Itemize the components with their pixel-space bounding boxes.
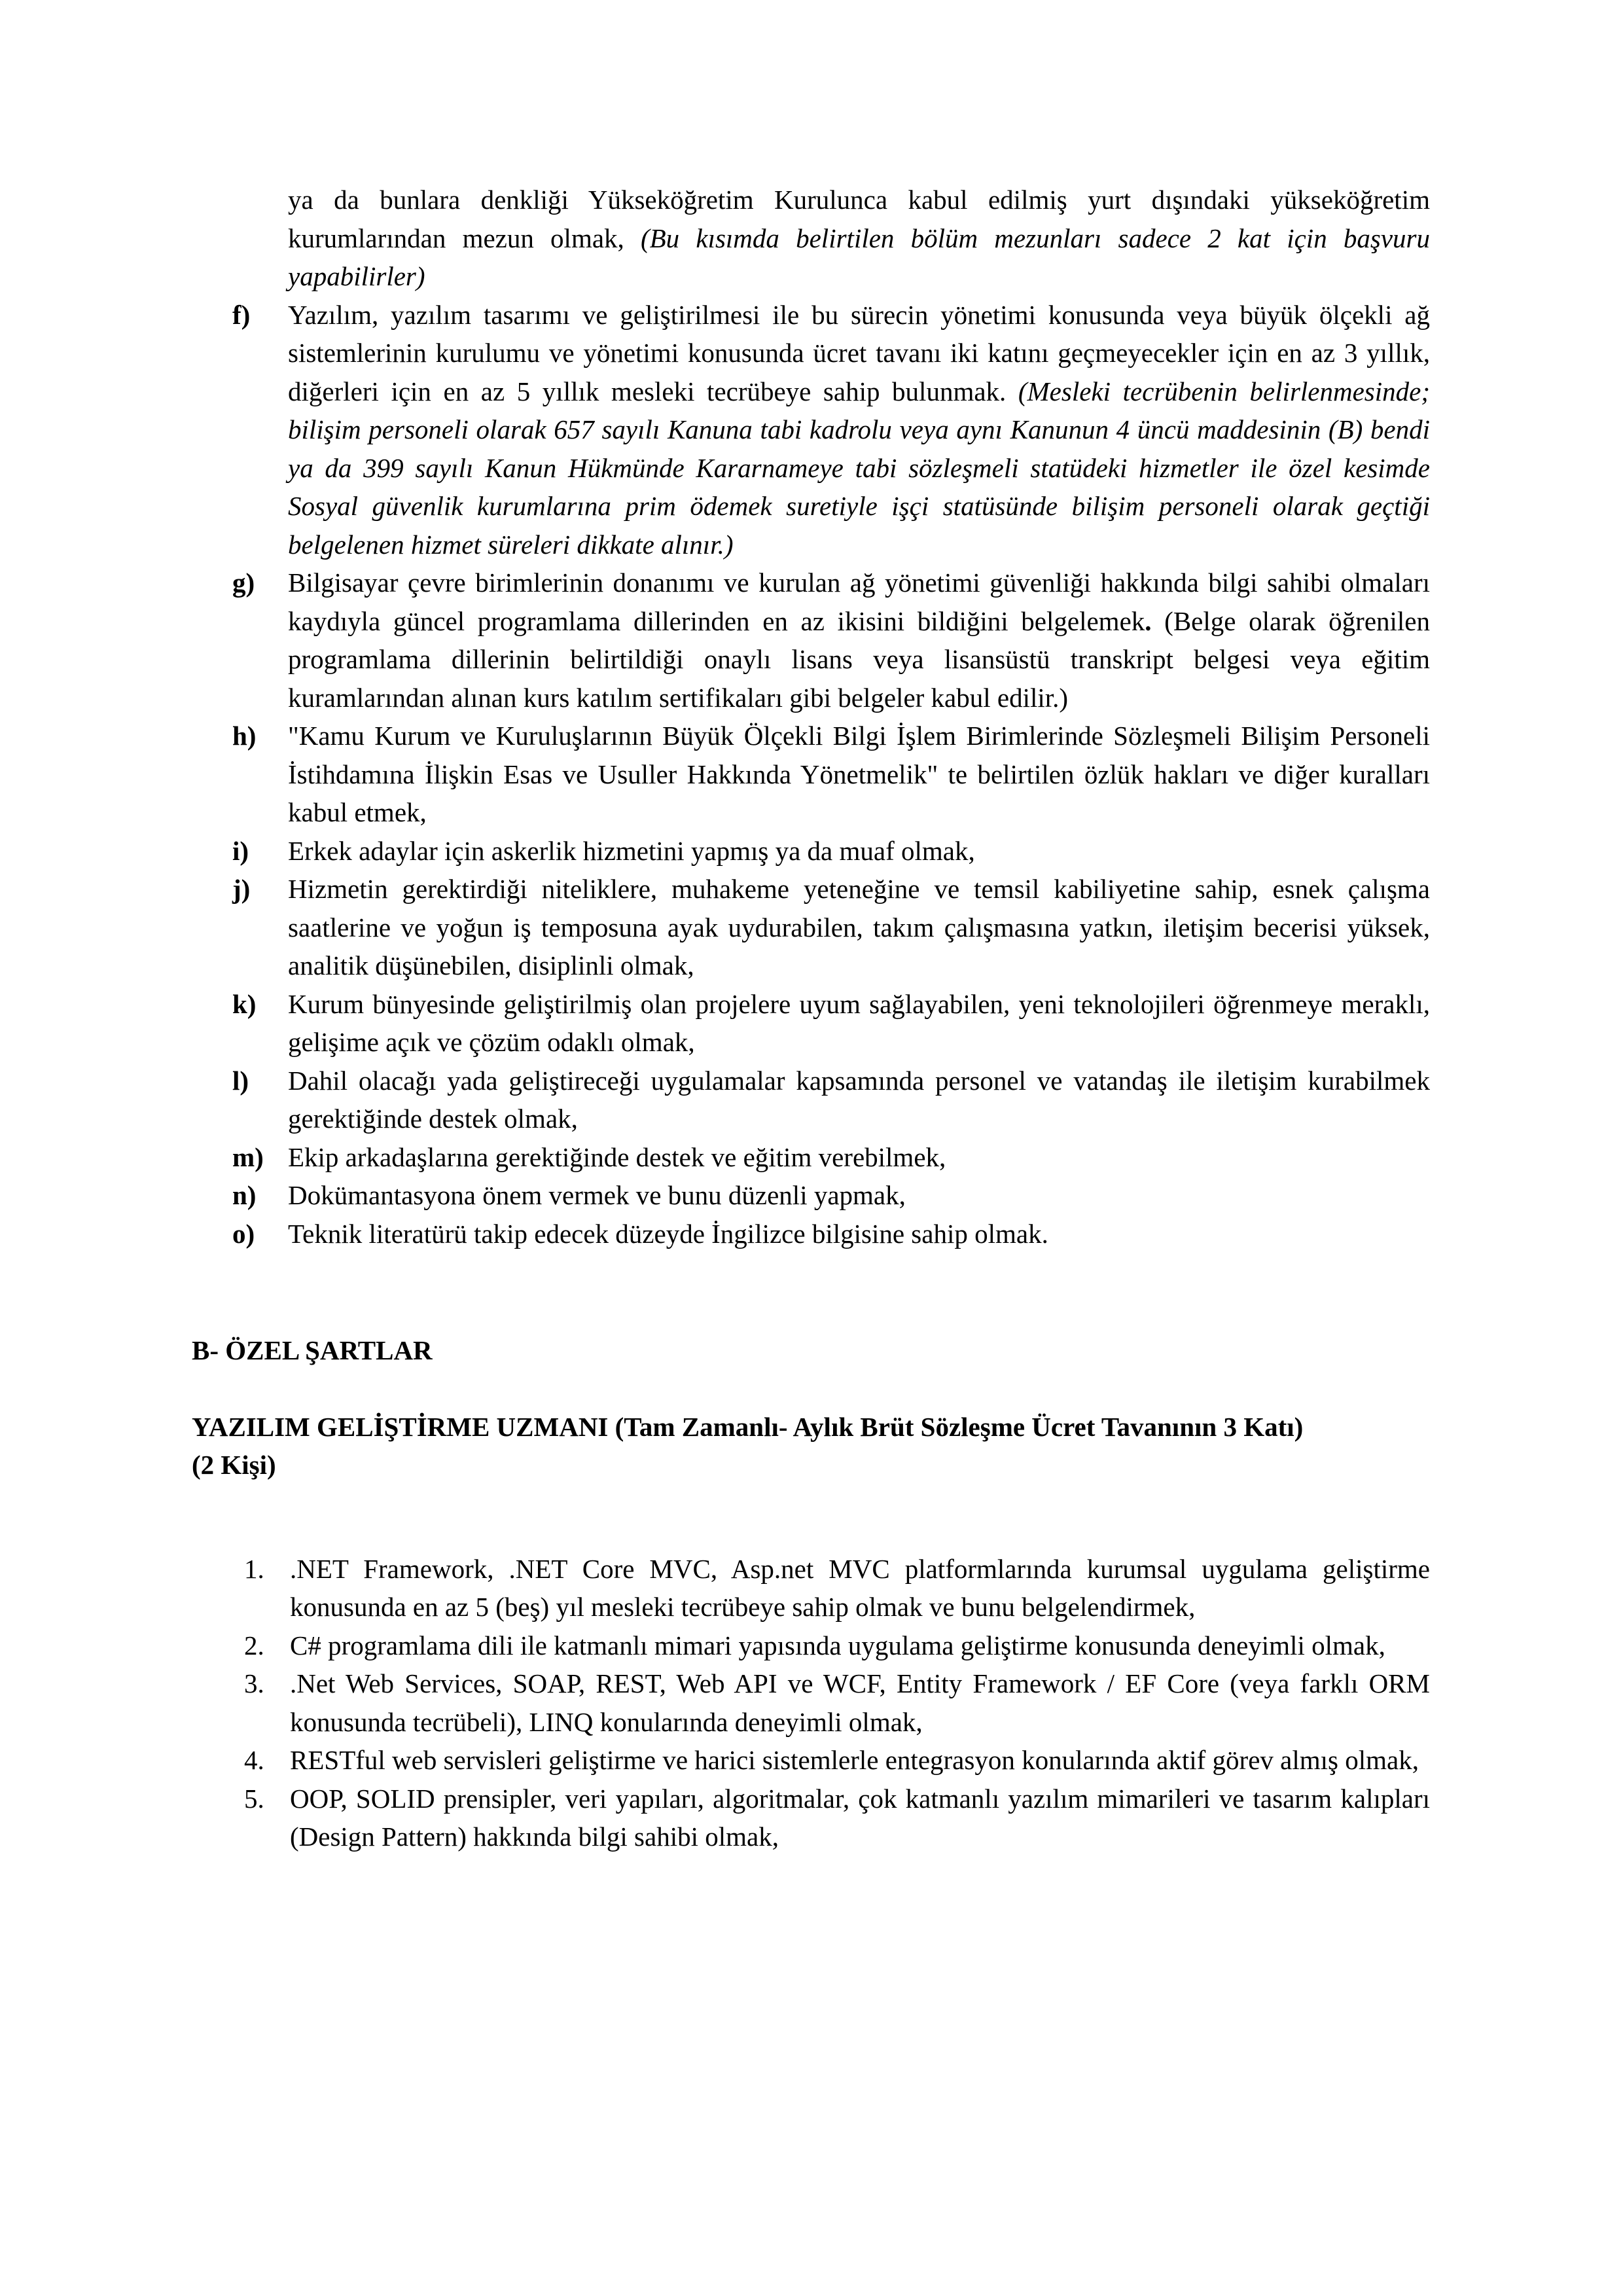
role-heading: YAZILIM GELİŞTİRME UZMANI (Tam Zamanlı- Aylık Brüt Sözleşme Ücret Tavanının 3 Katı) (2 Kişi) bbox=[192, 1411, 1304, 1480]
list-marker-f: f) bbox=[232, 299, 251, 330]
list-item-g-part2: (Belge olarak öğrenilen programlama dillerinin belirtildiği onaylı lisans veya lisansüstü transkript belgesi veya eğitim kuramlarından alınan kurs katılım sertifikaları gibi belgeler kabul edilir.) bbox=[288, 605, 1430, 713]
section-b-heading: B- ÖZEL ŞARTLAR bbox=[192, 1335, 433, 1365]
numbered-marker-5: 5. bbox=[244, 1783, 264, 1814]
list-item-g-part1: Bilgisayar çevre birimlerinin donanımı ve kurulan ağ yönetimi güvenliği hakkında bilgi sahibi olmaları kaydıyla güncel programlama dillerinden en az ikisini bildiğini belgelemek bbox=[288, 567, 1430, 636]
list-item-k-text: Kurum bünyesinde geliştirilmiş olan projelere uyum sağlayabilen, yeni teknolojileri öğrenmeye meraklı, gelişime açık ve çözüm odaklı olmak, bbox=[288, 988, 1430, 1057]
lead-paragraph-italic: (Bu kısımda belirtilen bölüm mezunları sadece 2 kat için başvuru yapabilirler) bbox=[288, 223, 1430, 291]
list-item-f-plain: Yazılım, yazılım tasarımı ve geliştirilmesi ile bu sürecin yönetimi konusunda veya büyük ölçekli ağ sistemlerinin kurulumu ve yönetimi konusunda ücret tavanı iki katını geçmeyecekler için en az 3 yıllık, diğerleri için en az 5 yıllık mesleki tecrübeye sahip bulunmak. bbox=[288, 299, 1430, 406]
list-item-g bbox=[192, 564, 1430, 717]
numbered-item-2 bbox=[192, 1626, 1430, 1665]
list-item-f-italic: (Mesleki tecrübenin belirlenmesinde; bilişim personeli olarak 657 sayılı Kanuna tabi kadrolu veya aynı Kanunun 4 üncü maddesinin (B) bendi ya da 399 sayılı Kanun Hükmünde Kararnameye tabi sözleşmeli statüdeki hizmetler ile özel kesimde Sosyal güvenlik kurumlarına prim ödemek suretiyle işçi statüsünde bilişim personeli olarak geçtiği belgelenen hizmet süreleri dikkate alınır.) bbox=[288, 376, 1430, 560]
numbered-marker-3: 3. bbox=[244, 1668, 264, 1698]
numbered-marker-4: 4. bbox=[244, 1745, 264, 1775]
list-item-i bbox=[192, 832, 1430, 870]
list-item-m-text: Ekip arkadaşlarına gerektiğinde destek ve eğitim verebilmek, bbox=[288, 1141, 946, 1172]
list-item-o-text: Teknik literatürü takip edecek düzeyde İngilizce bilgisine sahip olmak. bbox=[288, 1218, 1048, 1249]
list-marker-n: n) bbox=[232, 1180, 257, 1210]
numbered-item-4-text: RESTful web servisleri geliştirme ve harici sistemlerle entegrasyon konularında aktif görev almış olmak, bbox=[290, 1745, 1419, 1775]
list-marker-m: m) bbox=[232, 1141, 264, 1172]
list-item-i-text: Erkek adaylar için askerlik hizmetini yapmış ya da muaf olmak, bbox=[288, 835, 975, 866]
list-marker-k: k) bbox=[232, 988, 257, 1019]
list-marker-j: j) bbox=[232, 874, 251, 904]
list-item-o bbox=[192, 1215, 1430, 1253]
list-marker-g: g) bbox=[232, 567, 255, 598]
numbered-item-4 bbox=[192, 1741, 1430, 1780]
spacer-role-to-list bbox=[192, 1484, 1430, 1550]
numbered-marker-1: 1. bbox=[244, 1553, 264, 1584]
list-item-j bbox=[192, 870, 1430, 985]
list-marker-l: l) bbox=[232, 1065, 249, 1096]
list-item-l-text: Dahil olacağı yada geliştireceği uygulamalar kapsamında personel ve vatandaş ile iletişim kurabilmek gerektiğinde destek olmak, bbox=[288, 1065, 1430, 1134]
page-content bbox=[192, 181, 1430, 1856]
numbered-item-1-text: .NET Framework, .NET Core MVC, Asp.net MVC platformlarında kurumsal uygulama geliştirme konusunda en az 5 (beş) yıl mesleki tecrübeye sahip olmak ve bunu belgelendirmek, bbox=[290, 1553, 1430, 1622]
list-item-g-bold-period: . bbox=[1145, 605, 1152, 636]
numbered-item-1 bbox=[192, 1550, 1430, 1626]
list-marker-h: h) bbox=[232, 721, 257, 751]
numbered-item-3-text: .Net Web Services, SOAP, REST, Web API ve WCF, Entity Framework / EF Core (veya farklı ORM konusunda tecrübeli), LINQ konularında deneyimli olmak, bbox=[290, 1668, 1430, 1737]
spacer-b-to-role bbox=[192, 1370, 1430, 1408]
numbered-item-2-text: C# programlama dili ile katmanlı mimari yapısında uygulama geliştirme konusunda deneyimli olmak, bbox=[290, 1630, 1385, 1660]
numbered-marker-2: 2. bbox=[244, 1630, 264, 1660]
lead-paragraph bbox=[192, 181, 1430, 296]
list-item-h bbox=[192, 717, 1430, 832]
list-item-n-text: Dokümantasyona önem vermek ve bunu düzenli yapmak, bbox=[288, 1180, 906, 1210]
numbered-item-5-text: OOP, SOLID prensipler, veri yapıları, algoritmalar, çok katmanlı yazılım mimarileri ve tasarım kalıpları (Design Pattern) hakkında bilgi sahibi olmak, bbox=[290, 1783, 1430, 1852]
numbered-item-3 bbox=[192, 1664, 1430, 1741]
numbered-item-5 bbox=[192, 1780, 1430, 1856]
list-item-l bbox=[192, 1062, 1430, 1138]
list-item-h-text: "Kamu Kurum ve Kuruluşlarının Büyük Ölçekli Bilgi İşlem Birimlerinde Sözleşmeli Bilişim Personeli İstihdamına İlişkin Esas ve Usuller Hakkında Yönetmelik" te belirtilen özlük hakları ve diğer kuralları kabul etmek, bbox=[288, 721, 1430, 827]
spacer-before-section-b bbox=[192, 1253, 1430, 1331]
lead-paragraph-plain: ya da bunlara denkliği Yükseköğretim Kurulunca kabul edilmiş yurt dışındaki yükseköğretim kurumlarından mezun olmak, bbox=[288, 185, 1430, 253]
list-item-n bbox=[192, 1176, 1430, 1215]
list-marker-i: i) bbox=[232, 835, 249, 866]
list-item-k bbox=[192, 985, 1430, 1062]
list-item-f bbox=[192, 296, 1430, 564]
list-item-m bbox=[192, 1138, 1430, 1177]
lettered-requirements-list bbox=[192, 296, 1430, 1253]
list-marker-o: o) bbox=[232, 1218, 255, 1249]
list-item-j-text: Hizmetin gerektirdiği niteliklere, muhakeme yeteneğine ve temsil kabiliyetine sahip, esnek çalışma saatlerine ve yoğun iş temposuna ayak uydurabilen, takım çalışmasına yatkın, iletişim becerisi yüksek, analitik düşünebilen, disiplinli olmak, bbox=[288, 874, 1430, 980]
numbered-requirements-list bbox=[192, 1550, 1430, 1856]
